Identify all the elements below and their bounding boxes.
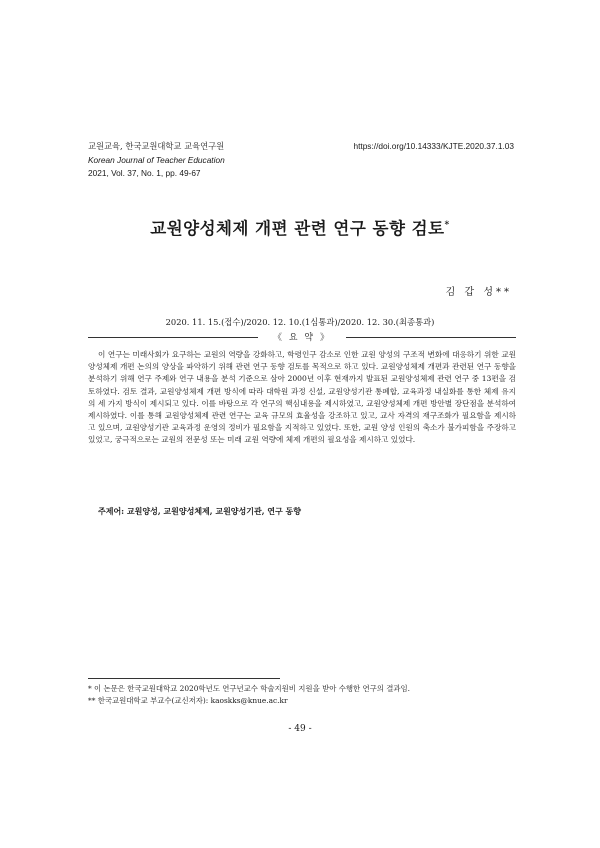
abstract-heading-label: 《 요 약 》: [273, 333, 331, 343]
journal-name-en: Korean Journal of Teacher Education: [88, 154, 225, 165]
footnote-funding: * 이 논문은 한국교원대학교 2020학년도 연구년교수 학술지원비 지원을 받아 수행한 연구의 결과임.: [88, 684, 410, 693]
paper-title: [0, 215, 600, 239]
author: 김 갑 성**: [445, 287, 512, 298]
abstract-heading: [88, 330, 516, 344]
title-footnote-marker: *: [444, 220, 450, 231]
keywords: 주제어: 교원양성, 교원양성체제, 교원양성기관, 연구 동향: [98, 506, 301, 516]
review-dates: 2020. 11. 15.(접수)/2020. 12. 10.(1심통과)/2020. 12. 30.(최종통과): [165, 317, 435, 327]
publisher: 교원교육, 한국교원대학교 교육연구원: [88, 141, 225, 151]
abstract-body: 이 연구는 미래사회가 요구하는 교원의 역량을 강화하고, 학령인구 감소로 인한 교원 양성의 구조적 변화에 대응하기 위한 교원양성체제 개편 논의의 양상을 파악하기 위해 관련 연구 동향 검토를 목적으로 하고 있다. 교원양성체제 개편과 관련된 연구 동향을 분석하기 위해 연구 주제와 연구 내용을 분석 기준으로 삼아 2000년 이후 현재까지 발표된 교원양성체제 관련 연구 중 13편을 검토하였다. 검토 결과, 교원양성체제 개편 방식에 따라 대학원 과정 신설, 교원양성기관 통폐합, 교육과정 내실화를 통한 체제 유지의 세 가지 방식이 제시되고 있다. 이를 바탕으로 각 연구의 핵심내용을 제시하였고, 교원양성체제 개편 방안별 장단점을 분석하여 제시하였다. 이를 통해 교원양성체제 관련 연구는 교육 규모의 효율성을 강조하고 있고, 교사 자격의 재구조화가 필요함을 제시하고 있으며, 교원양성기관 교육과정 운영의 정비가 필요함을 지적하고 있었다. 또한, 교원 양성 인원의 축소가 불가피함을 주장하고 있었고, 궁극적으로는 교원의 전문성 또는 미래 교원 역량에 체제 개편의 필요성을 제시하고 있었다.: [88, 350, 516, 445]
footnote-divider: [88, 678, 280, 679]
doi-link[interactable]: https://doi.org/10.14333/KJTE.2020.37.1.03: [353, 141, 514, 151]
footnote-author: ** 한국교원대학교 부교수(교신저자): kaoskks@knue.ac.kr: [88, 696, 288, 705]
journal-header: [88, 140, 225, 181]
abstract-rule-right: [346, 337, 516, 338]
page-number: - 49 -: [288, 724, 312, 734]
paper-title-text: 교원양성체제 개편 관련 연구 동향 검토: [150, 219, 445, 238]
volume-info: 2021, Vol. 37, No. 1, pp. 49-67: [88, 168, 201, 178]
